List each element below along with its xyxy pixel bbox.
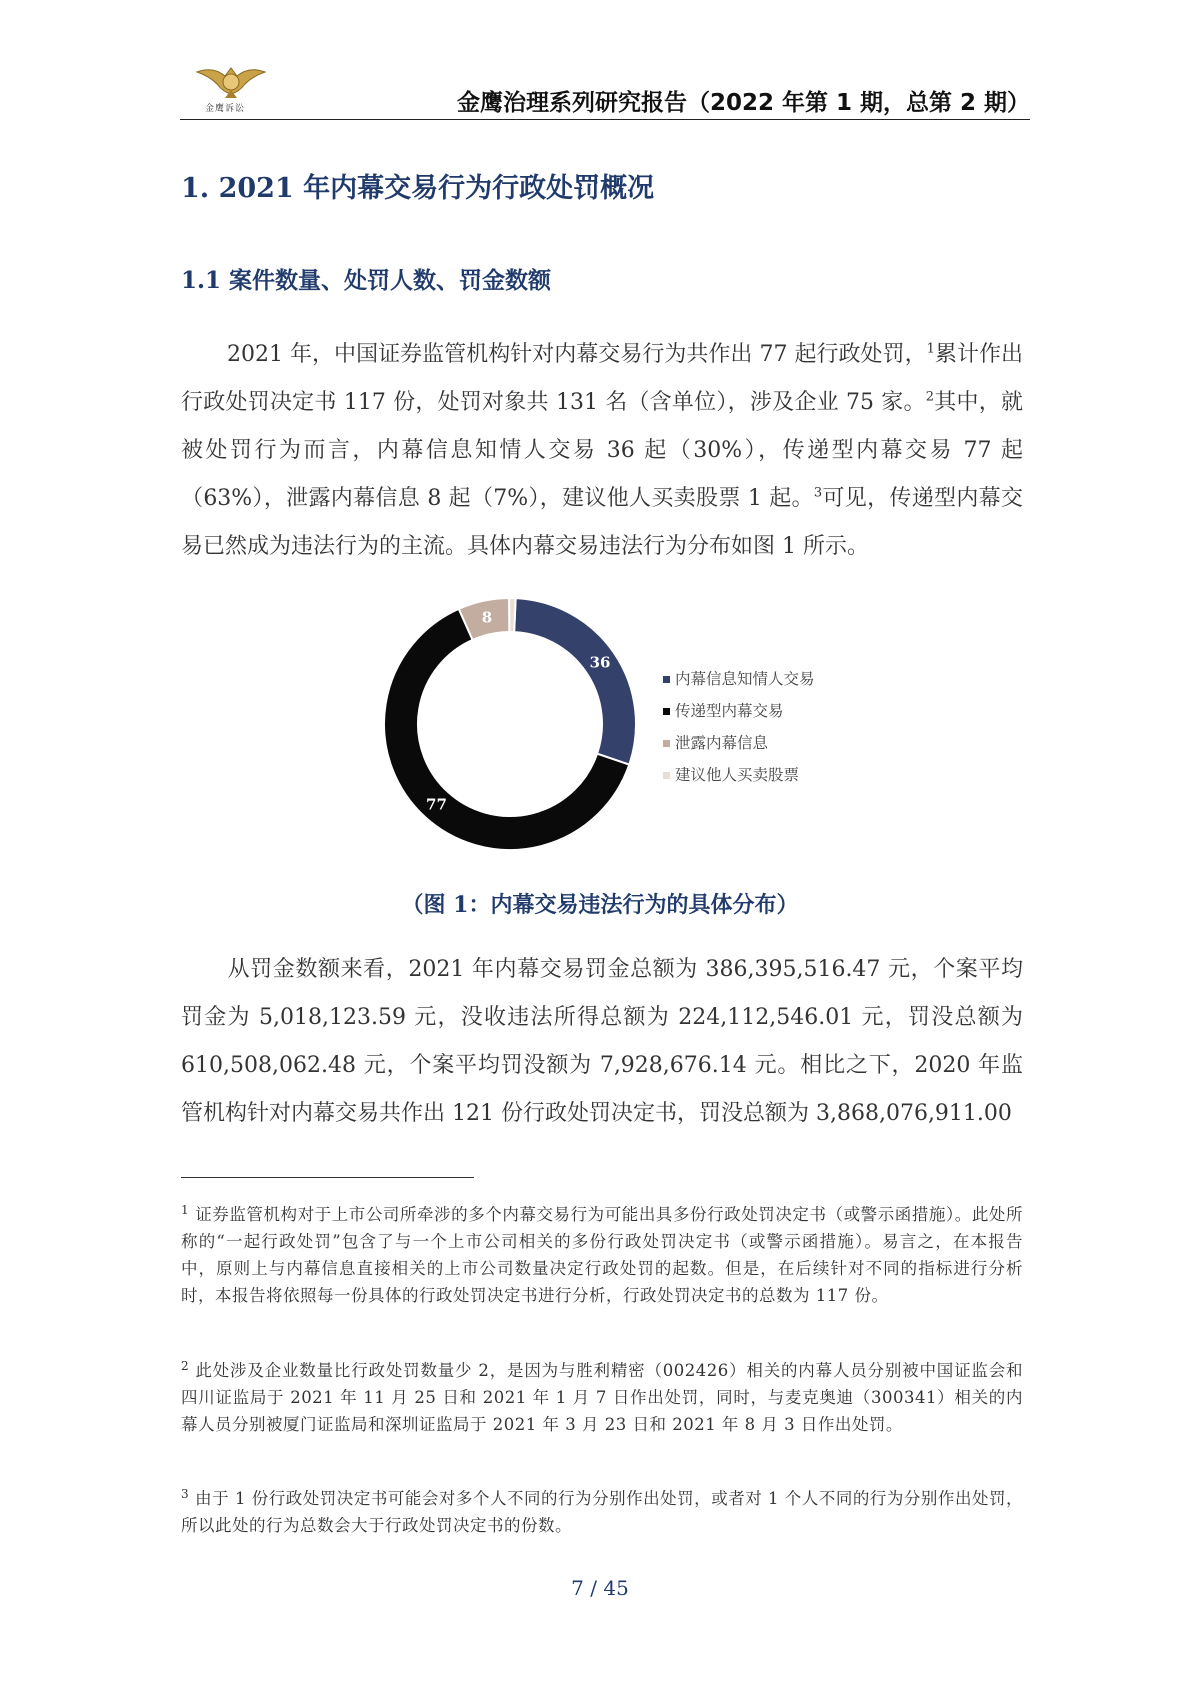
section-heading: 1. 2021 年内幕交易行为行政处罚概况 [181,173,655,204]
footnote-text: 证券监管机构对于上市公司所牵涉的多个内幕交易行为可能出具多份行政处罚决定书（或警示函措施）。此处所称的“一起行政处罚”包含了与一个上市公司相关的多份行政处罚决定书（或警示函措施）。易言之，在本报告中，原则上与内幕信息直接相关的上市公司数量决定行政处罚的起数。但是，在后续针对不同的指标进行分析时，本报告将依照每一份具体的行政处罚决定书进行分析，行政处罚决定书的总数为 117 份。 [181,1205,1023,1305]
para1-sentence-3: 其中，就被处罚行为而言，内幕信息知情人交易 36 起（30%），传递型内幕交易 77 起（63%），泄露内幕信息 8 起（7%），建议他人买卖股票 1 起。 [181,390,1023,511]
footnote-number: 1 [181,1202,190,1217]
footnote-2 [181,1357,1023,1438]
legend-item-tip-based-trading [663,695,815,727]
figure-caption: （图 1：内幕交易违法行为的具体分布） [401,892,799,918]
footnote-ref-2[interactable]: 2 [925,389,935,405]
donut-chart-svg [380,594,660,854]
para1-sentence-2: 累计作出行政处罚决定书 117 份，处罚对象共 131 名（含单位），涉及企业 75 家。 [181,342,1023,415]
footnote-ref-3[interactable]: 3 [813,485,823,501]
legend-swatch [663,740,670,747]
footnote-number: 3 [181,1486,190,1501]
data-label-insider-trading: 36 [589,653,611,672]
para1-sentence-4: 可见，传递型内幕交易已然成为违法行为的主流。具体内幕交易违法行为分布如图 1 所示。 [181,486,1023,559]
footnote-1 [181,1201,1023,1309]
body-paragraph-1 [181,331,1023,571]
legend-swatch [663,708,670,715]
legend-swatch [663,772,670,779]
donut-chart [380,594,900,854]
para2-text: 从罚金数额来看，2021 年内幕交易罚金总额为 386,395,516.47 元，个案平均罚金为 5,018,123.59 元，没收违法所得总额为 224,112,546.01 元，罚没总额为 610,508,062.48 元，个案平均罚没额为 7,928,676.14 元。相比之下，2020 年监管机构针对内幕交易共作出 121 份行政处罚决定书，罚没总额为 3,868,076,911.00 [181,957,1023,1126]
donut-slice-insider-trading [514,598,636,764]
logo-text: 金鹰诉讼 [205,104,246,114]
footnote-divider [181,1177,474,1178]
para1-sentence-1: 2021 年，中国证券监管机构针对内幕交易行为共作出 77 起行政处罚， [227,342,927,367]
data-label-tip-based-trading: 77 [426,795,447,814]
legend-item-insider-trading [663,663,815,695]
chart-legend [663,663,815,791]
footnote-text: 由于 1 份行政处罚决定书可能会对多个人不同的行为分别作出处罚，或者对 1 个人不同的行为分别作出处罚，所以此处的行为总数会大于行政处罚决定书的份数。 [181,1489,1023,1535]
legend-item-leak-info [663,727,815,759]
page-number: 7 / 45 [571,1576,629,1600]
footnote-ref-1[interactable]: 1 [926,341,935,357]
donut-slice-recommend-trading [509,598,515,632]
header-divider [180,119,1030,120]
data-label-leak-info: 8 [481,608,493,627]
footnote-3 [181,1485,1023,1539]
legend-swatch [663,676,670,683]
legend-label: 传递型内幕交易 [675,702,784,720]
legend-label: 建议他人买卖股票 [675,766,800,784]
report-header-title: 金鹰治理系列研究报告（2022 年第 1 期，总第 2 期） [456,90,1030,116]
legend-label: 内幕信息知情人交易 [675,670,815,688]
subsection-heading: 1.1 案件数量、处罚人数、罚金数额 [181,267,552,294]
footnote-number: 2 [181,1358,190,1373]
footnote-text: 此处涉及企业数量比行政处罚数量少 2，是因为与胜利精密（002426）相关的内幕人员分别被中国证监会和四川证监局于 2021 年 11 月 25 日和 2021 年 1 月 7 日作出处罚，同时，与麦克奥迪（300341）相关的内幕人员分别被厦门证监局和深圳证监局于 2021 年 3 月 23 日和 2021 年 8 月 3 日作出处罚。 [181,1361,1023,1434]
body-paragraph-2 [181,946,1023,1138]
legend-item-recommend-trading [663,759,815,791]
legend-label: 泄露内幕信息 [675,734,769,752]
